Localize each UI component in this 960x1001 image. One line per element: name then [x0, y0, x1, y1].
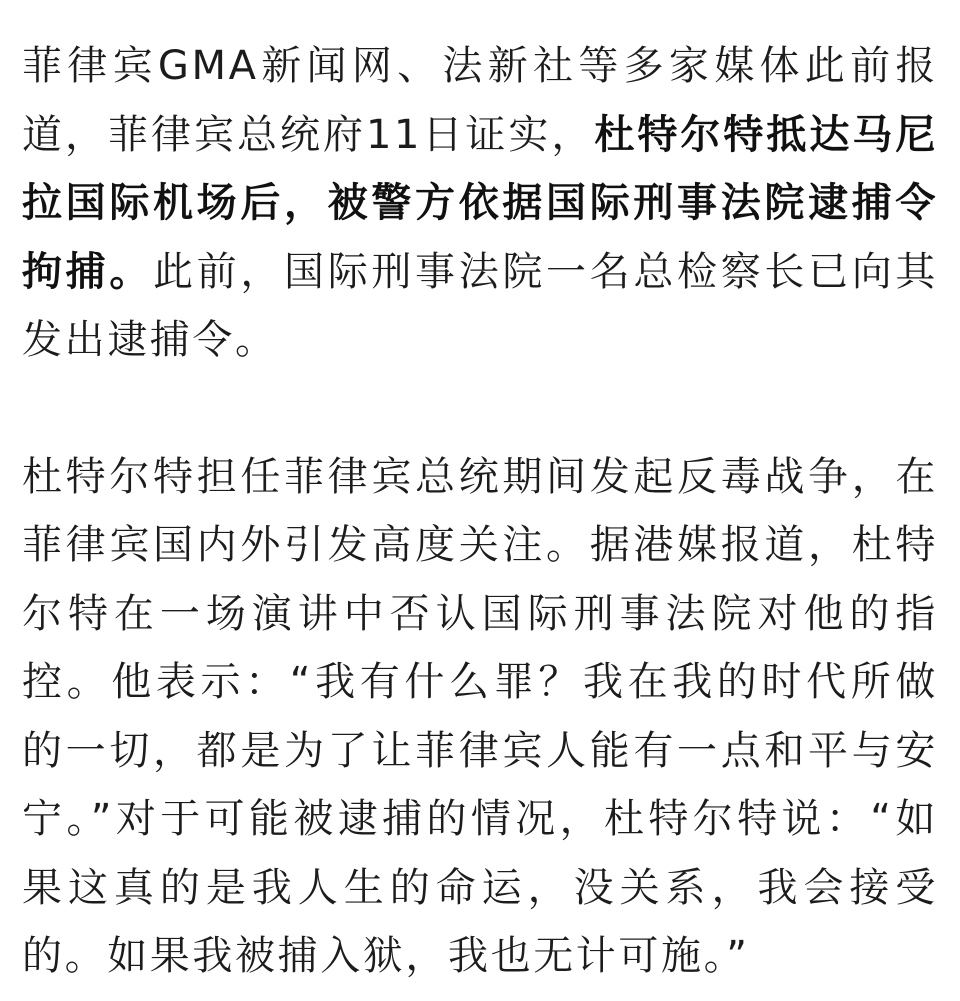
paragraph-2-text: 杜特尔特担任菲律宾总统期间发起反毒战争，在菲律宾国内外引发高度关注。据港媒报道，杜特尔特在一场演讲中否认国际刑事法院对他的指控。他表示：“我有什么罪？我在我的时代所做的一切，都是为了让菲律宾人能有一点和平与安宁。”对于可能被逮捕的情况，杜特尔特说：“如果这真的是我人生的命运，没关系，我会接受的。如果我被捕入狱，我也无计可施。”: [22, 453, 938, 979]
article-paragraph-1: [22, 32, 938, 375]
article-paragraph-2: [22, 443, 938, 991]
paragraph-1-lead-text: 菲律宾GMA新闻网、法新社等多家媒体此前报道，菲律宾总统府11日证实，: [22, 43, 938, 158]
paragraph-1-bold-text: 杜特尔特抵达马尼拉国际机场后，被警方依据国际刑事法院逮捕令拘捕。: [22, 111, 938, 295]
paragraph-1-trailing-text: 此前，国际刑事法院一名总检察长已向其发出逮捕令。: [22, 248, 938, 363]
